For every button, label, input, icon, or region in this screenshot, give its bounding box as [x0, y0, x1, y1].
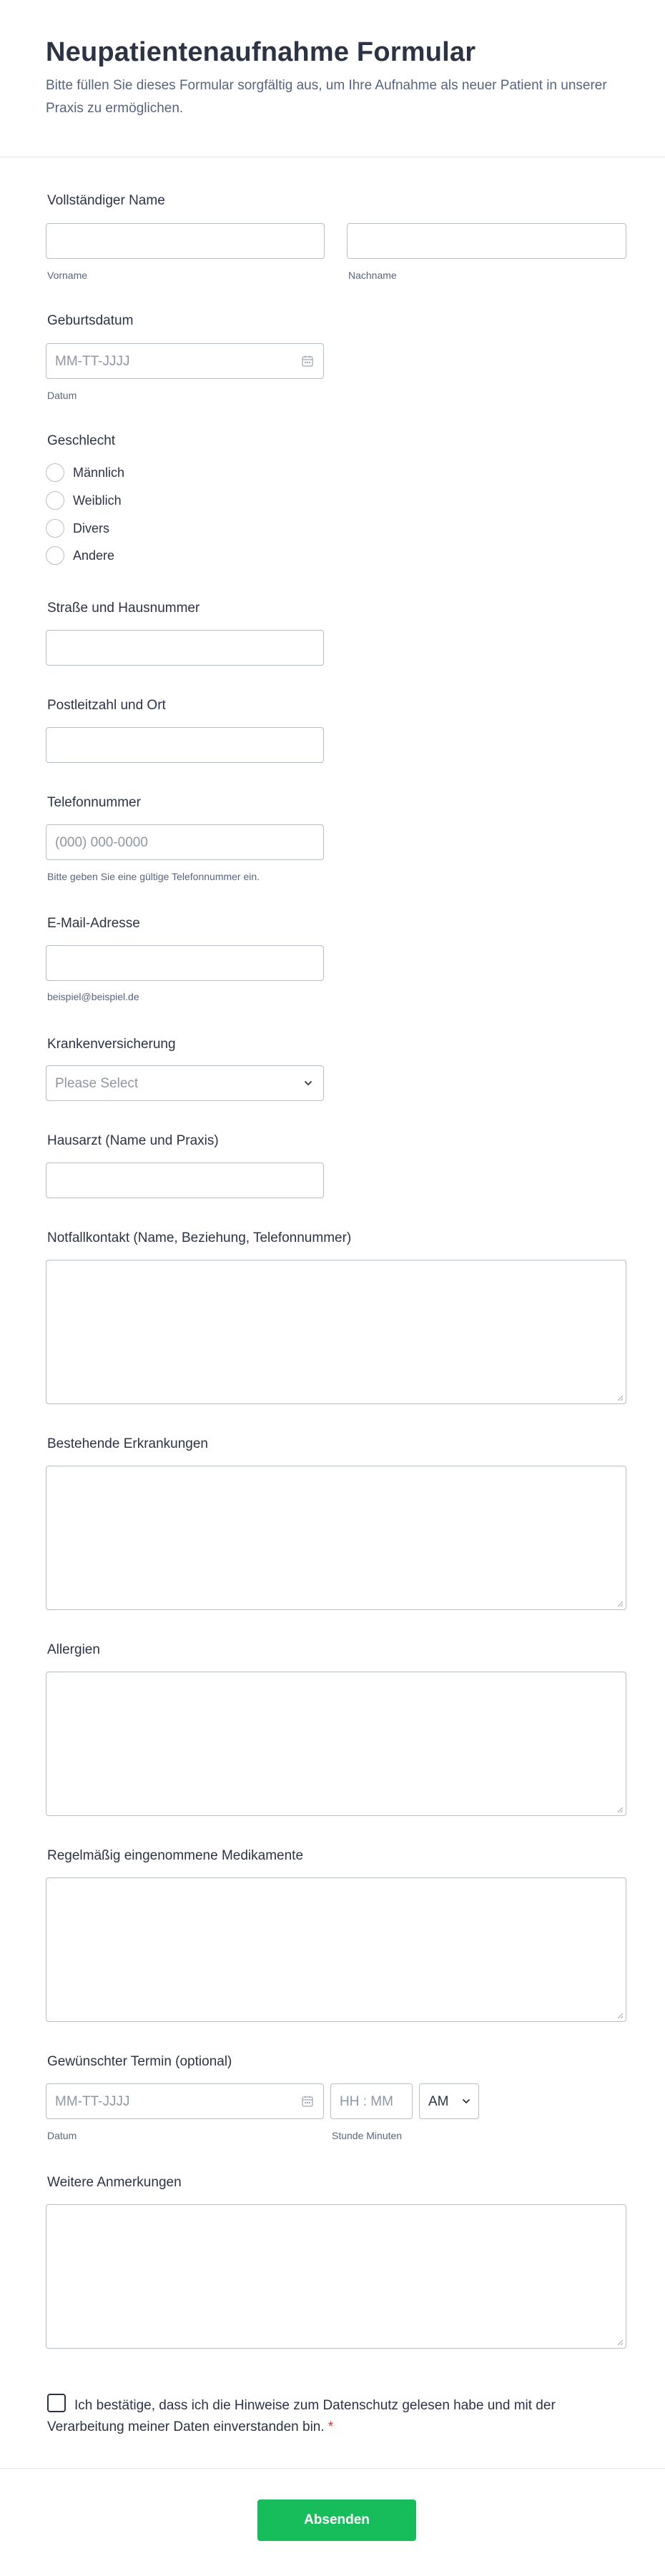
calendar-icon[interactable] — [300, 2094, 315, 2108]
radio-button[interactable] — [46, 463, 64, 482]
notes-label: Weitere Anmerkungen — [47, 2175, 182, 2190]
appointment-time-sublabel: Stunde Minuten — [332, 2130, 403, 2141]
email-input[interactable] — [46, 945, 324, 981]
email-label: E-Mail-Adresse — [47, 916, 140, 931]
zip-city-input[interactable] — [46, 727, 324, 763]
radio-label: Divers — [73, 521, 110, 536]
gender-label: Geschlecht — [47, 433, 116, 448]
consent-checkbox[interactable] — [47, 2394, 66, 2412]
phone-input[interactable] — [46, 824, 324, 860]
footer-divider — [0, 2468, 665, 2469]
ampm-select[interactable] — [419, 2083, 479, 2119]
form-description: Bitte füllen Sie dieses Formular sorgfältig aus, um Ihre Aufnahme als neuer Patient in unserer Praxis zu ermöglichen. — [46, 78, 607, 116]
full-name-label: Vollständiger Name — [47, 193, 165, 208]
gp-input[interactable] — [46, 1163, 324, 1198]
insurance-select[interactable] — [46, 1065, 324, 1101]
submit-button[interactable]: Absenden — [257, 2499, 416, 2541]
birthdate-input[interactable] — [46, 343, 324, 379]
form-title: Neupatientenaufnahme Formular — [46, 37, 476, 67]
appointment-time-input[interactable] — [330, 2083, 413, 2119]
phone-placeholder: (000) 000-0000 — [55, 835, 148, 850]
consent-label: Ich bestätige, dass ich die Hinweise zum Datenschutz gelesen habe und mit der Verarbeitung meiner Daten einverstanden bin. — [47, 2398, 556, 2434]
calendar-icon[interactable] — [300, 354, 315, 368]
radio-button[interactable] — [46, 546, 64, 565]
chevron-down-icon — [302, 1077, 315, 1090]
required-asterisk: * — [327, 2419, 334, 2434]
street-input[interactable] — [46, 630, 324, 666]
notes-textarea[interactable] — [46, 2204, 626, 2349]
resize-handle-icon[interactable] — [616, 1806, 624, 1813]
appointment-date-input[interactable] — [46, 2083, 324, 2119]
birthdate-placeholder: MM-TT-JJJJ — [55, 354, 130, 369]
first-name-input[interactable] — [46, 223, 325, 259]
last-name-input[interactable] — [347, 223, 626, 259]
insurance-placeholder: Please Select — [55, 1076, 139, 1091]
birthdate-label: Geburtsdatum — [47, 313, 134, 328]
gp-label: Hausarzt (Name und Praxis) — [47, 1133, 219, 1148]
emergency-contact-textarea[interactable] — [46, 1260, 626, 1404]
appointment-date-placeholder: MM-TT-JJJJ — [55, 2094, 130, 2109]
insurance-label: Krankenversicherung — [47, 1037, 176, 1052]
conditions-label: Bestehende Erkrankungen — [47, 1436, 208, 1451]
first-name-sublabel: Vorname — [47, 270, 88, 281]
street-label: Straße und Hausnummer — [47, 601, 200, 616]
resize-handle-icon[interactable] — [616, 2339, 624, 2346]
conditions-textarea[interactable] — [46, 1466, 626, 1610]
emergency-contact-label: Notfallkontakt (Name, Beziehung, Telefonnummer) — [47, 1230, 352, 1245]
phone-sublabel: Bitte geben Sie eine gültige Telefonnummer ein. — [47, 871, 260, 882]
appointment-date-sublabel: Datum — [47, 2130, 77, 2141]
radio-label: Weiblich — [73, 493, 122, 508]
radio-button[interactable] — [46, 491, 64, 510]
email-sublabel: beispiel@beispiel.de — [47, 991, 139, 1002]
resize-handle-icon[interactable] — [616, 2012, 624, 2019]
consent-text — [47, 2395, 591, 2438]
medications-label: Regelmäßig eingenommene Medikamente — [47, 1848, 304, 1863]
birthdate-sublabel: Datum — [47, 390, 77, 401]
radio-label: Andere — [73, 548, 115, 563]
zip-city-label: Postleitzahl und Ort — [47, 698, 166, 713]
medications-textarea[interactable] — [46, 1877, 626, 2022]
phone-label: Telefonnummer — [47, 795, 141, 810]
appointment-label: Gewünschter Termin (optional) — [47, 2054, 232, 2069]
chevron-down-icon — [460, 2095, 473, 2108]
resize-handle-icon[interactable] — [616, 1394, 624, 1401]
resize-handle-icon[interactable] — [616, 1600, 624, 1607]
last-name-sublabel: Nachname — [348, 270, 397, 281]
form-header — [0, 0, 665, 157]
radio-label: Männlich — [73, 465, 125, 480]
radio-button[interactable] — [46, 519, 64, 538]
ampm-value: AM — [428, 2094, 449, 2109]
allergies-label: Allergien — [47, 1642, 100, 1657]
allergies-textarea[interactable] — [46, 1672, 626, 1816]
appointment-time-placeholder: HH : MM — [340, 2094, 393, 2109]
